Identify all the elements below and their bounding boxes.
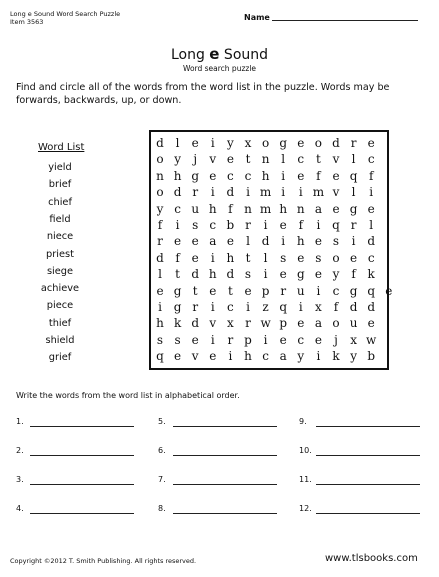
title-prefix: Long — [170, 47, 210, 63]
grid-letter: d — [226, 185, 235, 200]
grid-letter: r — [350, 218, 357, 232]
grid-letter: i — [210, 300, 215, 314]
answer-number: 6. — [158, 446, 166, 455]
grid-letter: l — [263, 250, 268, 265]
grid-letter: a — [314, 201, 322, 216]
answer-number: 5. — [158, 417, 166, 426]
instructions: Find and circle all of the words from the word list in the puzzle. Words may be forwards, backwards, up, or down. — [16, 82, 390, 106]
name-field-line[interactable] — [272, 20, 418, 21]
grid-letter: n — [156, 168, 164, 183]
grid-letter: e — [279, 267, 287, 282]
grid-letter: e — [297, 316, 305, 331]
word-list-item: priest — [46, 248, 74, 260]
grid-letter: y — [332, 267, 340, 282]
grid-letter: i — [316, 349, 321, 364]
answer-line[interactable] — [316, 484, 420, 485]
grid-letter: g — [279, 136, 288, 150]
grid-letter: e — [191, 136, 199, 150]
grid-letter: q — [367, 283, 376, 298]
grid-letter: e — [297, 250, 305, 265]
answer-line[interactable] — [173, 484, 277, 485]
grid-letter: g — [349, 201, 358, 216]
grid-letter: e — [332, 168, 340, 183]
answer-number: 9. — [299, 417, 307, 426]
page-subtitle: Word search puzzle — [182, 64, 257, 73]
grid-letter: r — [350, 136, 357, 150]
grid-letter: i — [369, 185, 374, 200]
grid-letter: i — [175, 218, 180, 232]
grid-letter: d — [156, 250, 164, 265]
grid-letter: k — [173, 316, 182, 331]
grid-letter: f — [368, 168, 374, 183]
grid-letter: s — [192, 218, 199, 232]
grid-letter: e — [174, 234, 182, 249]
grid-letter: d — [156, 136, 164, 150]
grid-letter: i — [351, 234, 356, 249]
grid-letter: i — [298, 185, 303, 200]
grid-letter: e — [226, 152, 234, 167]
grid-letter: f — [351, 267, 356, 282]
grid-letter: h — [208, 201, 217, 216]
grid-letter: i — [158, 300, 162, 314]
grid-letter: k — [332, 349, 340, 364]
grid-letter: l — [158, 267, 162, 282]
grid-letter: o — [332, 250, 340, 265]
grid-letter: k — [367, 267, 375, 282]
grid-letter: q — [279, 300, 288, 314]
word-list-item: achieve — [40, 283, 80, 295]
grid-letter: i — [298, 300, 303, 314]
grid-letter: s — [244, 267, 252, 282]
word-search-grid — [149, 130, 393, 370]
grid-letter: x — [350, 332, 357, 347]
grid-letter: u — [349, 316, 358, 331]
grid-letter: x — [244, 136, 252, 150]
grid-letter: c — [332, 283, 340, 298]
grid-letter: b — [226, 218, 235, 232]
grid-letter: e — [367, 316, 375, 331]
grid-letter: l — [175, 136, 180, 150]
grid-letter: i — [281, 168, 286, 183]
answer-number: 2. — [16, 446, 24, 455]
grid-letter: c — [297, 152, 305, 167]
alphabetical-instruction: Write the words from the word list in alphabetical order. — [16, 391, 240, 400]
grid-letter: a — [314, 316, 322, 331]
grid-letter: d — [367, 234, 376, 249]
grid-letter: d — [261, 234, 270, 249]
grid-letter: e — [279, 218, 287, 232]
grid-letter: i — [210, 136, 215, 150]
answer-number: 3. — [16, 475, 24, 484]
grid-letter: r — [192, 185, 199, 200]
item-number: Item 3563 — [10, 18, 44, 26]
grid-letter: u — [296, 283, 305, 298]
grid-letter: c — [227, 300, 234, 314]
grid-letter: l — [351, 185, 356, 200]
answer-number: 7. — [158, 475, 166, 484]
grid-letter: t — [315, 152, 321, 167]
grid-letter: i — [281, 234, 286, 249]
grid-letter: f — [298, 218, 304, 232]
answer-number: 8. — [158, 504, 166, 513]
grid-letter: d — [191, 316, 200, 331]
grid-letter: c — [367, 152, 375, 167]
grid-letter: u — [191, 201, 200, 216]
grid-letter: e — [367, 201, 375, 216]
grid-letter: x — [227, 316, 234, 331]
grid-letter: d — [226, 267, 235, 282]
grid-letter: i — [210, 250, 215, 265]
answer-number: 10. — [299, 446, 312, 455]
grid-letter: i — [263, 218, 268, 232]
grid-letter: l — [281, 152, 286, 167]
word-list-item: shield — [45, 335, 75, 346]
copyright: Copyright ©2012 T. Smith Publishing. All rights reserved. — [10, 557, 197, 565]
grid-letter: e — [244, 283, 252, 298]
grid-letter: c — [209, 218, 217, 232]
grid-letter: e — [314, 234, 322, 249]
grid-letter: f — [228, 201, 233, 216]
grid-letter: h — [296, 234, 305, 249]
grid-letter: e — [367, 136, 375, 150]
answer-number: 4. — [16, 504, 24, 513]
grid-letter: d — [349, 300, 358, 314]
website: www.tlsbooks.com — [325, 553, 418, 564]
word-list-item: brief — [48, 179, 72, 191]
grid-letter: d — [367, 300, 376, 314]
grid-letter: e — [156, 283, 164, 298]
grid-letter: q — [349, 168, 358, 183]
page-title — [0, 46, 439, 63]
grid-letter: r — [280, 283, 287, 298]
document-title: Long e Sound Word Search Puzzle — [10, 10, 121, 18]
grid-letter: e — [314, 267, 322, 282]
grid-letter: q — [332, 218, 340, 232]
grid-letter: e — [174, 349, 182, 364]
grid-letter: g — [173, 283, 182, 298]
grid-letter: s — [315, 250, 322, 265]
word-list-item: yield — [48, 162, 72, 173]
grid-letter: i — [316, 218, 321, 232]
grid-letter: i — [263, 332, 268, 347]
grid-letter: y — [174, 152, 181, 167]
grid-letter: i — [263, 267, 268, 282]
grid-letter: d — [173, 185, 182, 200]
grid-letter: r — [157, 234, 163, 249]
word-list-heading: Word List — [38, 142, 85, 153]
word-list-item: chief — [48, 196, 72, 208]
grid-letter: i — [210, 185, 215, 200]
grid-letter: m — [312, 185, 325, 200]
grid-letter: e — [279, 332, 287, 347]
grid-letter: r — [192, 300, 199, 314]
grid-letter: h — [261, 168, 270, 183]
grid-letter: t — [227, 283, 233, 298]
grid-letter: o — [314, 136, 322, 150]
grid-letter: v — [332, 185, 340, 200]
grid-letter: a — [209, 234, 217, 249]
answer-line[interactable] — [30, 513, 134, 514]
grid-letter: l — [369, 218, 374, 232]
grid-letter: v — [209, 152, 217, 167]
grid-letter: p — [261, 283, 270, 298]
answer-line[interactable] — [316, 426, 420, 427]
word-list-item: piece — [46, 300, 74, 312]
grid-letter: e — [191, 234, 199, 249]
grid-letter: z — [262, 300, 269, 314]
grid-letter: o — [156, 185, 164, 200]
grid-letter: h — [156, 316, 164, 331]
grid-letter: i — [228, 349, 233, 364]
grid-letter: e — [385, 283, 393, 298]
grid-letter: n — [296, 201, 305, 216]
grid-letter: x — [315, 300, 322, 314]
grid-letter: c — [244, 168, 252, 183]
word-list-item: grief — [48, 352, 72, 364]
grid-letter: l — [351, 152, 356, 167]
grid-letter: e — [350, 250, 358, 265]
grid-letter: t — [245, 250, 251, 265]
grid-letter: d — [191, 267, 200, 282]
grid-letter: f — [316, 168, 321, 183]
grid-letter: e — [191, 332, 199, 347]
grid-letter: a — [279, 349, 287, 364]
grid-letter: m — [259, 185, 272, 200]
grid-letter: i — [246, 300, 250, 314]
answer-line[interactable] — [173, 513, 277, 514]
grid-letter: g — [173, 300, 182, 314]
answer-line[interactable] — [30, 455, 134, 456]
word-list-item: niece — [46, 231, 74, 243]
word-list-item: thief — [48, 317, 72, 329]
grid-letter: c — [262, 349, 269, 364]
grid-letter: e — [332, 201, 340, 216]
grid-letter: g — [349, 283, 358, 298]
answer-line[interactable] — [30, 426, 134, 427]
grid-letter: e — [314, 332, 322, 347]
grid-letter: p — [244, 332, 252, 347]
grid-letter: s — [156, 332, 164, 347]
grid-letter: r — [245, 316, 251, 331]
grid-letter: i — [316, 283, 321, 298]
answer-line[interactable] — [173, 426, 277, 427]
grid-letter: f — [157, 218, 163, 232]
grid-letter: v — [191, 349, 199, 364]
grid-letter: n — [261, 152, 270, 167]
title-letter: e — [209, 45, 220, 63]
grid-letter: w — [366, 332, 377, 347]
grid-letter: v — [332, 152, 340, 167]
title-suffix: Sound — [219, 47, 269, 63]
grid-letter: d — [332, 136, 340, 150]
grid-letter: n — [244, 201, 252, 216]
grid-letter: t — [245, 152, 251, 167]
grid-letter: h — [208, 267, 217, 282]
grid-letter: w — [260, 316, 271, 331]
grid-letter: j — [193, 152, 198, 167]
grid-letter: e — [297, 136, 305, 150]
grid-letter: h — [279, 201, 288, 216]
grid-letter: o — [156, 152, 164, 167]
grid-letter: h — [244, 349, 252, 364]
grid-letter: e — [226, 234, 234, 249]
answer-number: 11. — [299, 475, 312, 484]
grid-letter: c — [367, 250, 375, 265]
answer-line[interactable] — [316, 513, 420, 514]
grid-letter: h — [226, 250, 235, 265]
grid-letter: y — [297, 349, 305, 364]
grid-letter: t — [175, 267, 180, 282]
grid-letter: y — [227, 136, 234, 150]
grid-letter: r — [245, 218, 251, 232]
grid-letter: c — [297, 332, 305, 347]
grid-letter: o — [261, 136, 270, 150]
word-list-item: field — [49, 213, 71, 225]
grid-letter: r — [227, 332, 234, 347]
grid-letter: l — [246, 234, 250, 249]
grid-letter: i — [210, 332, 215, 347]
grid-letter: e — [297, 168, 305, 183]
grid-letter: s — [280, 250, 287, 265]
grid-letter: m — [259, 201, 272, 216]
grid-letter: i — [281, 185, 286, 200]
grid-letter: h — [173, 168, 182, 183]
word-list-item: siege — [46, 265, 74, 277]
grid-letter: y — [350, 349, 357, 364]
grid-letter: e — [191, 250, 199, 265]
answer-line[interactable] — [30, 484, 134, 485]
answer-line[interactable] — [173, 455, 277, 456]
grid-letter: g — [296, 267, 305, 282]
grid-letter: c — [174, 201, 181, 216]
grid-letter: e — [209, 168, 217, 183]
grid-letter: c — [227, 168, 234, 183]
grid-letter: o — [332, 316, 340, 331]
grid-letter: v — [209, 316, 217, 331]
answer-number: 12. — [299, 504, 312, 513]
grid-letter: s — [332, 234, 340, 249]
grid-letter: s — [174, 332, 181, 347]
grid-letter: p — [279, 316, 288, 331]
grid-letter: i — [246, 185, 250, 200]
grid-letter: f — [333, 300, 339, 314]
grid-letter: q — [156, 349, 164, 364]
grid-letter: j — [334, 332, 338, 347]
grid-letter: b — [367, 349, 376, 364]
grid-letter: f — [175, 250, 180, 265]
grid-letter: y — [156, 201, 164, 216]
name-label: Name — [244, 13, 270, 22]
grid-letter: e — [209, 349, 217, 364]
grid-letter: g — [191, 168, 200, 183]
grid-letter: e — [209, 283, 217, 298]
answer-line[interactable] — [316, 455, 420, 456]
answer-number: 1. — [16, 417, 24, 426]
grid-letter: t — [192, 283, 198, 298]
